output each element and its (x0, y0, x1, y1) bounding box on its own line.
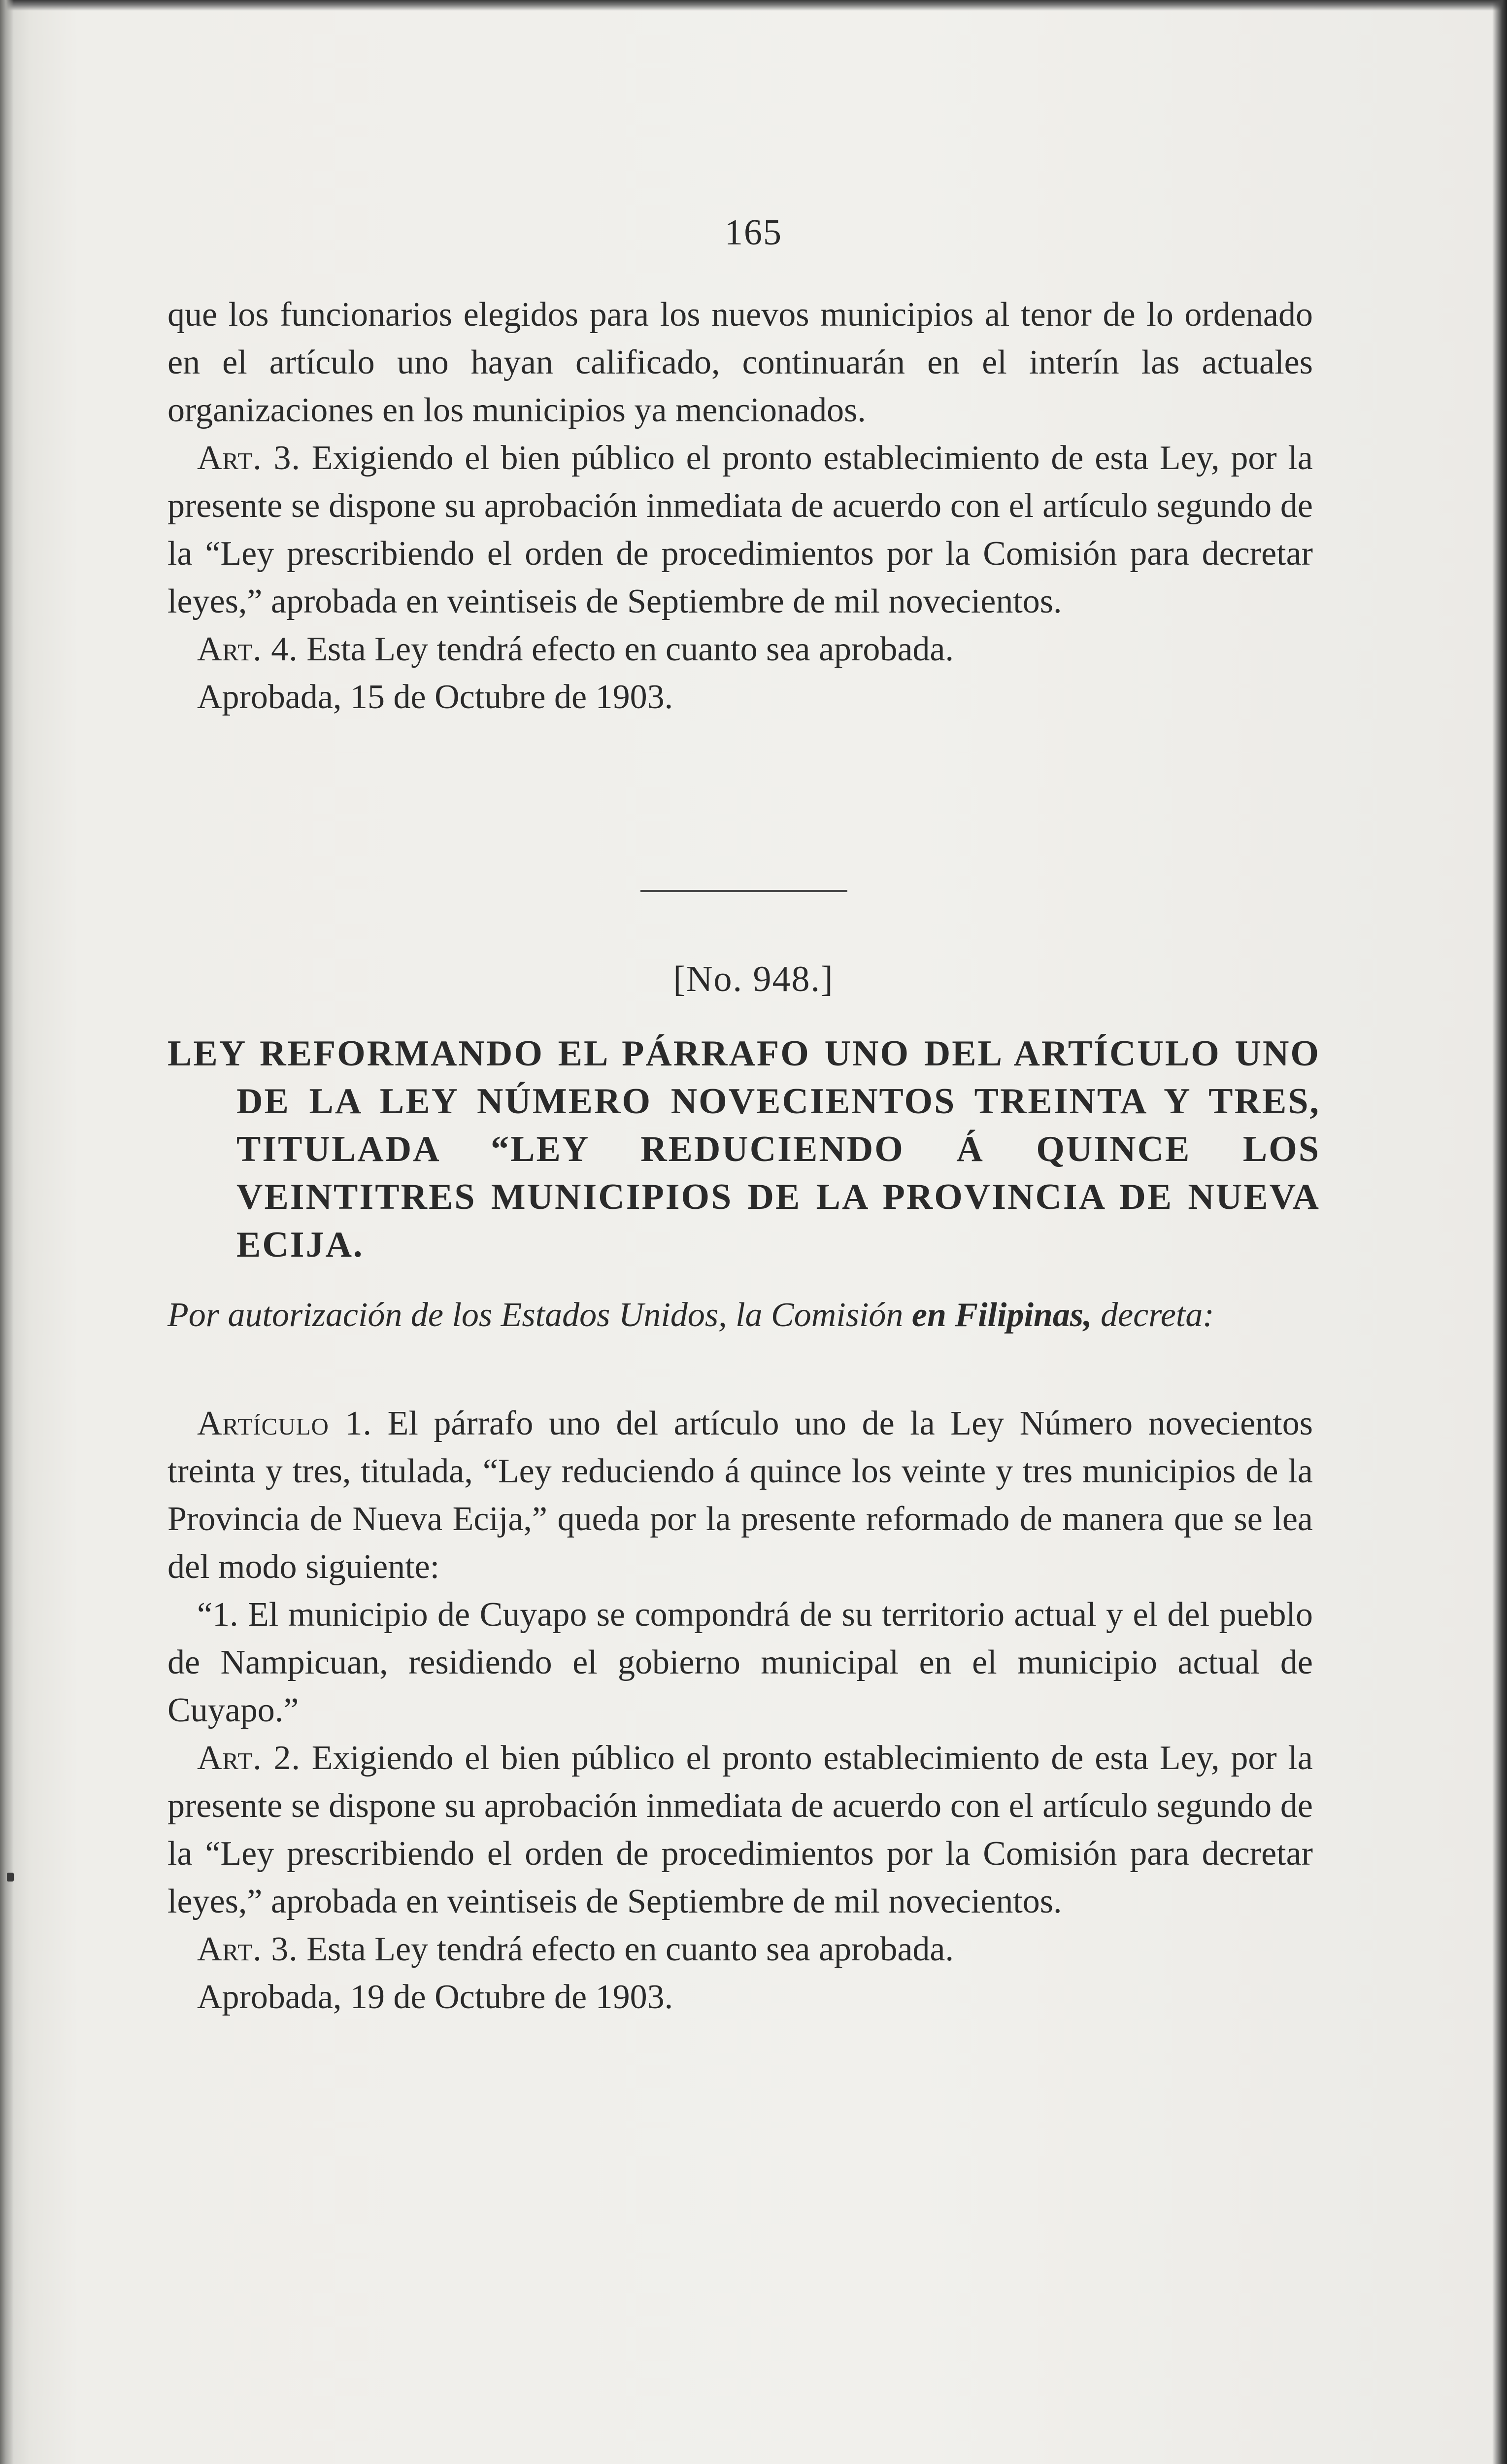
article-text: Esta Ley tendrá efecto en cuanto sea aprobada. (306, 630, 954, 668)
law-number: [No. 948.] (673, 959, 834, 999)
margin-mark (7, 1873, 14, 1882)
article-label: Art. 4. (197, 630, 298, 668)
law-body (167, 1400, 1313, 2021)
page-top-edge (0, 0, 1507, 11)
article-1 (167, 1400, 1313, 1591)
article-3 (167, 1925, 1313, 1973)
article-label: Art. 2. (197, 1739, 301, 1777)
page-binding-edge (0, 0, 14, 2464)
article-label: Art. 3. (197, 439, 301, 477)
preamble-end: decreta: (1092, 1296, 1214, 1334)
preamble-main: Por autorización de los Estados Unidos, la Comisión (167, 1296, 912, 1334)
enacting-clause (167, 1291, 1320, 1339)
previous-article-3 (167, 434, 1313, 625)
previous-law-ending (167, 291, 1313, 721)
article-label: Art. 3. (197, 1930, 298, 1968)
article-text: Exigiendo el bien público el pronto establecimiento de esta Ley, por la presente se dispone su aprobación inmediata de acuerdo con el artículo segundo de la “Ley prescribiendo el orden de procedimientos por la Comisión para decretar leyes,” aprobada en veintiseis de Septiembre de mil novecientos. (167, 439, 1313, 620)
section-divider (640, 890, 847, 892)
amended-paragraph-quote: “1. El municipio de Cuyapo se compondrá de su territorio actual y el del pueblo de Nampicuan, residiendo el gobierno municipal en el municipio actual de Cuyapo.” (167, 1596, 1313, 1729)
approval-date: Aprobada, 19 de Octubre de 1903. (197, 1978, 673, 2016)
article-text: El párrafo uno del artículo uno de la Ley Número novecientos treinta y tres, titulada, “Ley reduciendo á quince los veinte y tres municipios de la Provincia de Nueva Ecija,” queda por la presente reformado de manera que se lea del modo siguiente: (167, 1404, 1313, 1586)
law-title: LEY REFORMANDO EL PÁRRAFO UNO DEL ARTÍCULO UNO DE LA LEY NÚMERO NOVECIENTOS TREINTA Y TRES, TITULADA “LEY REDUCIENDO Á QUINCE LOS VEINTITRES MUNICIPIOS DE LA PROVINCIA DE NUEVA ECIJA. (167, 1033, 1320, 1265)
previous-approval-date: Aprobada, 15 de Octubre de 1903. (197, 678, 673, 716)
article-2 (167, 1734, 1313, 1925)
continuation-paragraph: que los funcionarios elegidos para los nuevos municipios al tenor de lo ordenado en el artículo uno hayan calificado, continuarán en el interín las actuales organizaciones en los municipios ya mencionados. (167, 296, 1313, 429)
preamble-bold: en Filipinas, (911, 1296, 1092, 1334)
page-number: 165 (725, 212, 782, 253)
previous-article-4 (167, 625, 1313, 673)
article-text: Esta Ley tendrá efecto en cuanto sea aprobada. (306, 1930, 954, 1968)
article-text: Exigiendo el bien público el pronto establecimiento de esta Ley, por la presente se dispone su aprobación inmediata de acuerdo con el artículo segundo de la “Ley prescribiendo el orden de procedimientos por la Comisión para decretar leyes,” aprobada en veintiseis de Septiembre de mil novecientos. (167, 1739, 1313, 1920)
article-label: Artículo 1. (197, 1404, 372, 1442)
page-right-edge (1492, 0, 1507, 2464)
